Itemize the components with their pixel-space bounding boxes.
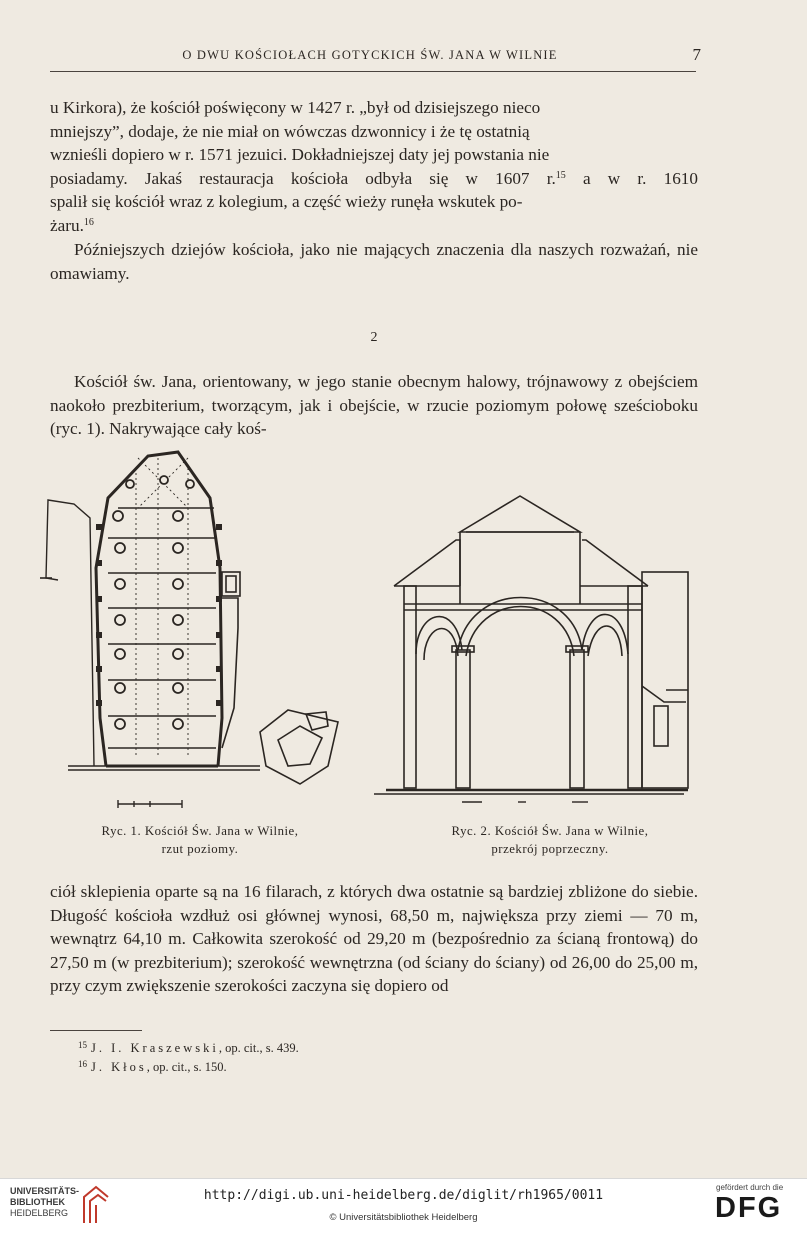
footnote-15 bbox=[78, 1040, 299, 1056]
p1-line: u Kirkora), że kościół poświęcony w 1427 r. „był od dzisiejszego nieco bbox=[50, 98, 541, 117]
page-url-link[interactable]: http://digi.ub.uni-heidelberg.de/diglit/rh1965/0011 bbox=[203, 1188, 604, 1203]
footnote-number: 15 bbox=[78, 1040, 87, 1050]
footnote-rule bbox=[50, 1030, 142, 1031]
p1-line bbox=[50, 167, 698, 191]
footnote-ref-15: 15 bbox=[555, 169, 566, 181]
p1-line-text: posiadamy. Jakaś restauracja kościoła odbyła się w 1607 r. bbox=[50, 168, 556, 188]
p1-line-text: żaru. bbox=[50, 215, 84, 235]
paragraph-2: Późniejszych dziejów kościoła, jako nie mających znaczenia dla naszych rozważań, nie omawiamy. bbox=[50, 240, 698, 283]
funding-label: gefördert durch die bbox=[716, 1183, 784, 1192]
viewer-footer bbox=[0, 1178, 807, 1233]
paragraph-3: Kościół św. Jana, orientowany, w jego stanie obecnym halowy, trójnawowy z obejściem naokoło prezbiterium, tworzącym, jak i obejście, w rzucie poziomym połowę sześcioboku (ryc. 1). Nakrywające cały koś- bbox=[50, 372, 698, 439]
footnote-ref-16: 16 bbox=[83, 216, 94, 228]
footnote-16 bbox=[78, 1059, 227, 1075]
footnote-text: , op. cit., s. 150. bbox=[146, 1060, 227, 1074]
library-name-line: HEIDELBERG bbox=[10, 1208, 69, 1218]
caption-line: Ryc. 2. Kościół Św. Jana w Wilnie, bbox=[451, 824, 649, 838]
p1-line: spalił się kościół wraz z kolegium, a część wieży runęła wskutek po- bbox=[50, 192, 523, 212]
figure-1-caption bbox=[50, 822, 350, 858]
paragraph-1 bbox=[50, 96, 698, 238]
p1-line: wznieśli dopiero w r. 1571 jezuici. Dokładniejszej daty jej powstania nie bbox=[50, 145, 550, 165]
copyright-notice: © Universitätsbibliothek Heidelberg bbox=[329, 1212, 478, 1223]
footnote-number: 16 bbox=[78, 1059, 87, 1069]
cross-section-figure bbox=[366, 490, 696, 812]
floor-plan-figure bbox=[38, 448, 358, 820]
footnote-author: J. Kłos bbox=[91, 1060, 147, 1074]
figure-2-caption bbox=[400, 822, 700, 858]
page-number: 7 bbox=[692, 45, 701, 64]
running-title: O DWU KOŚCIOŁACH GOTYCKICH ŚW. JANA W WILNIE bbox=[182, 48, 558, 62]
header-rule bbox=[50, 71, 696, 72]
caption-line: przekrój poprzeczny. bbox=[491, 842, 609, 856]
dfg-logo: DFG bbox=[715, 1192, 783, 1224]
footer-divider bbox=[0, 1178, 807, 1179]
p1-line bbox=[50, 214, 698, 238]
caption-line: Ryc. 1. Kościół Św. Jana w Wilnie, bbox=[101, 824, 299, 838]
section-number: 2 bbox=[370, 330, 378, 345]
p1-line: mniejszy”, dodaje, że nie miał on wówczas dzwonnicy i że tę ostatnią bbox=[50, 121, 530, 141]
footnote-text: , op. cit., s. 439. bbox=[218, 1041, 299, 1055]
paragraph-4: ciół sklepienia oparte są na 16 filarach, z których dwa ostatnie są bardziej zbliżone do siebie. Długość kościoła wzdłuż osi głównej wynosi, 68,50 m, największa przy ziemi — 70 m, wewnątrz 64,10 m. Całkowita szerokość od 29,20 m (bezpośrednio za ścianą frontową) do 27,50 m (w prezbiterium); szerokość wewnętrzna (od ściany do ściany) od 26,00 do 25,00 m, przy czym zwiększenie szerokości zaczyna się dopiero od bbox=[50, 882, 698, 996]
footnote-author: J. I. Kraszewski bbox=[91, 1041, 219, 1055]
library-name-line: BIBLIOTHEK bbox=[10, 1197, 65, 1207]
caption-line: rzut poziomy. bbox=[161, 842, 239, 856]
library-name-line: UNIVERSITÄTS- bbox=[10, 1186, 80, 1196]
p1-line-text: a w r. 1610 bbox=[582, 168, 698, 188]
